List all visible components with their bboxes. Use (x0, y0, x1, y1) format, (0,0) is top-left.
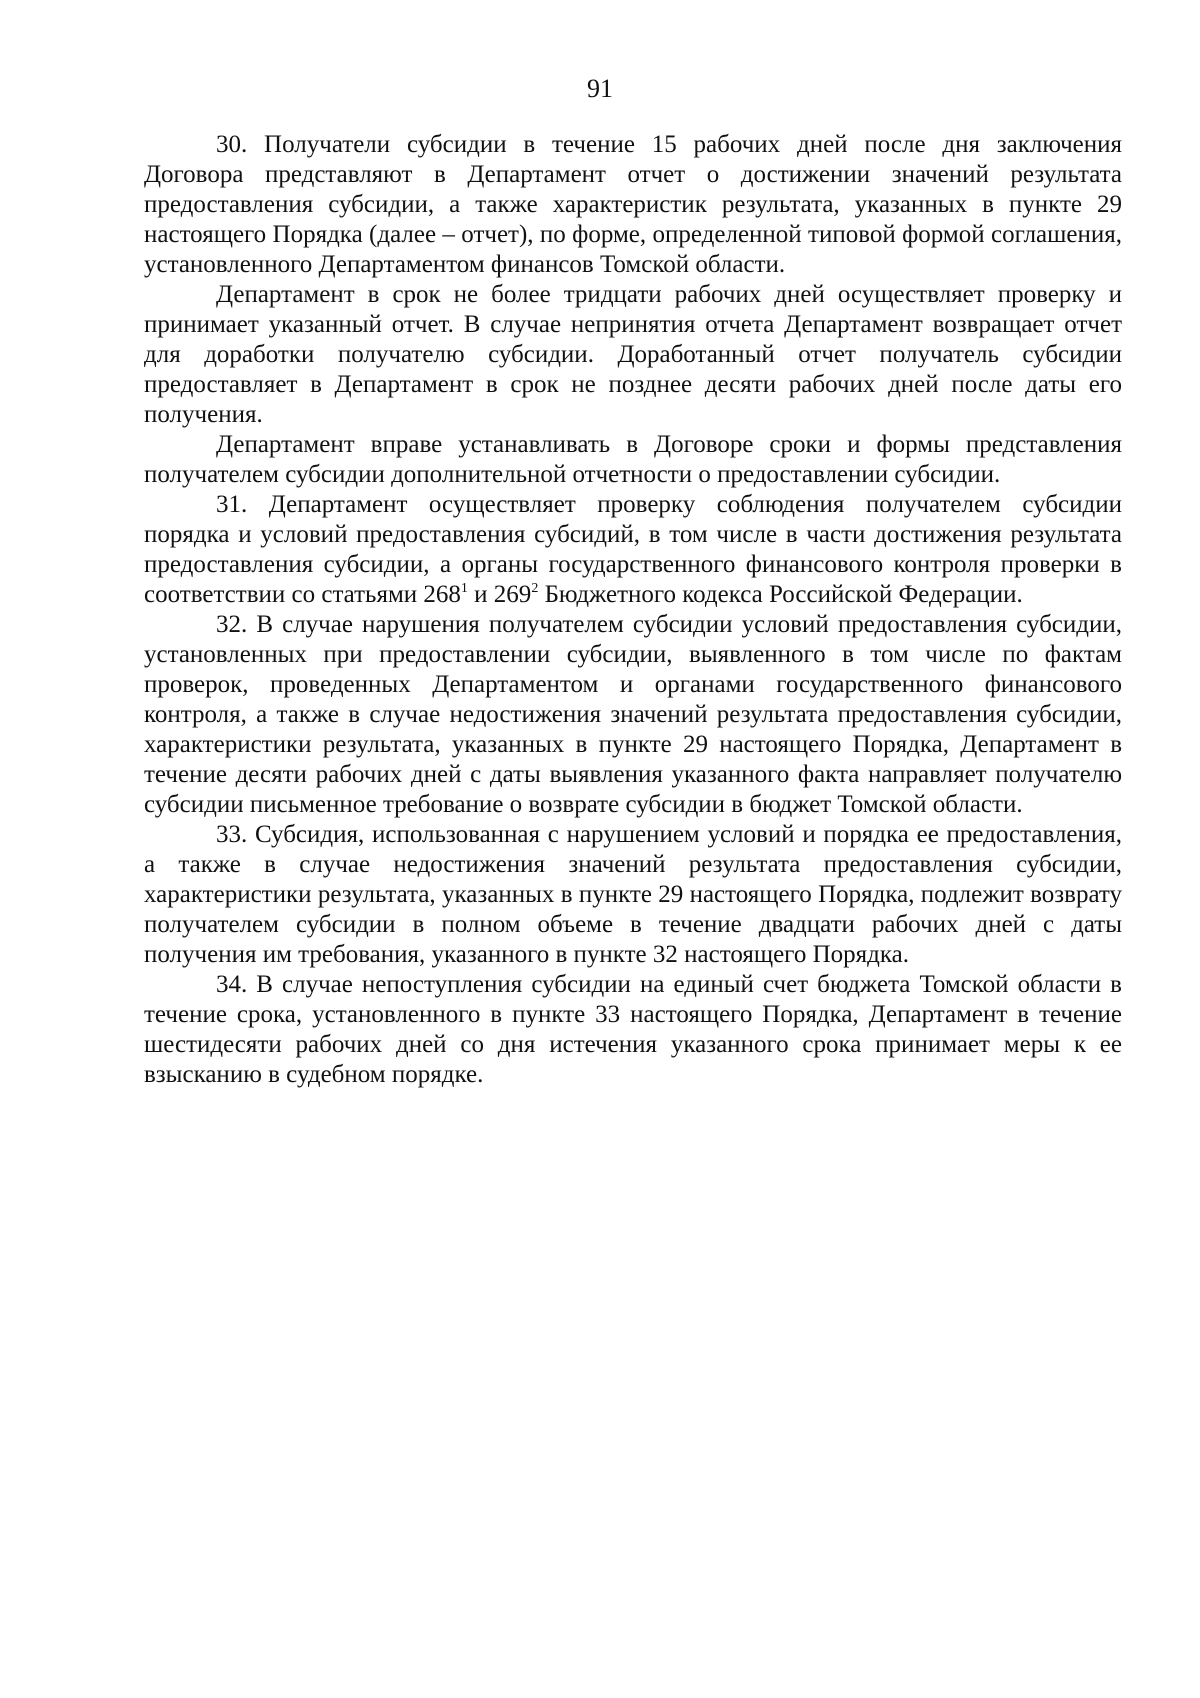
paragraph-text: Департамент в срок не более тридцати рабочих дней осуществляет проверку и принимает указанный отчет. В случае непринятия отчета Департамент возвращает отчет для доработки получателю субсидии. Доработанный отчет получатель субсидии предоставляет в Департамент в срок не позднее десяти рабочих дней после даты его получения. (144, 281, 1122, 428)
paragraph-text: и 269 (467, 581, 532, 608)
paragraph-32 (144, 610, 1122, 820)
paragraph-31 (144, 490, 1122, 610)
paragraph-30 (144, 130, 1122, 280)
page-number: 91 (587, 74, 613, 103)
paragraph-text: 30. Получатели субсидии в течение 15 рабочих дней после дня заключения Договора представляют в Департамент отчет о достижении значений результата предоставления субсидии, а также характеристик результата, указанных в пункте 29 настоящего Порядка (далее – отчет), по форме, определенной типовой формой соглашения, установленного Департаментом финансов Томской области. (144, 131, 1122, 278)
paragraph-text: Департамент вправе устанавливать в Договоре сроки и формы представления получателем субсидии дополнительной отчетности о предоставлении субсидии. (144, 431, 1122, 488)
paragraph-30-additional-reporting (144, 430, 1122, 490)
paragraph-text: 31. Департамент осуществляет проверку соблюдения получателем субсидии порядка и условий предоставления субсидий, в том числе в части достижения результата предоставления субсидии, а органы государственного финансового контроля проверки в соответствии со статьями 268 (144, 491, 1122, 608)
document-body (144, 130, 1122, 1090)
paragraph-30-review (144, 280, 1122, 430)
paragraph-text: 34. В случае непоступления субсидии на единый счет бюджета Томской области в течение срока, установленного в пункте 33 настоящего Порядка, Департамент в течение шестидесяти рабочих дней со дня истечения указанного срока принимает меры к ее взысканию в судебном порядке. (144, 971, 1122, 1088)
paragraph-text: 33. Субсидия, использованная с нарушением условий и порядка ее предоставления, а также в случае недостижения значений результата предоставления субсидии, характеристики результата, указанных в пункте 29 настоящего Порядка, подлежит возврату получателем субсидии в полном объеме в течение двадцати рабочих дней с даты получения им требования, указанного в пункте 32 настоящего Порядка. (144, 821, 1122, 968)
paragraph-33 (144, 820, 1122, 970)
article-superscript: 1 (460, 581, 468, 596)
paragraph-text: 32. В случае нарушения получателем субсидии условий предоставления субсидии, установленных при предоставлении субсидии, выявленного в том числе по фактам проверок, проведенных Департаментом и органами государственного финансового контроля, а также в случае недостижения значений результата предоставления субсидии, характеристики результата, указанных в пункте 29 настоящего Порядка, Департамент в течение десяти рабочих дней с даты выявления указанного факта направляет получателю субсидии письменное требование о возврате субсидии в бюджет Томской области. (144, 611, 1122, 818)
article-superscript: 2 (531, 581, 539, 596)
paragraph-text: Бюджетного кодекса Российской Федерации. (538, 581, 1023, 608)
paragraph-34 (144, 970, 1122, 1090)
